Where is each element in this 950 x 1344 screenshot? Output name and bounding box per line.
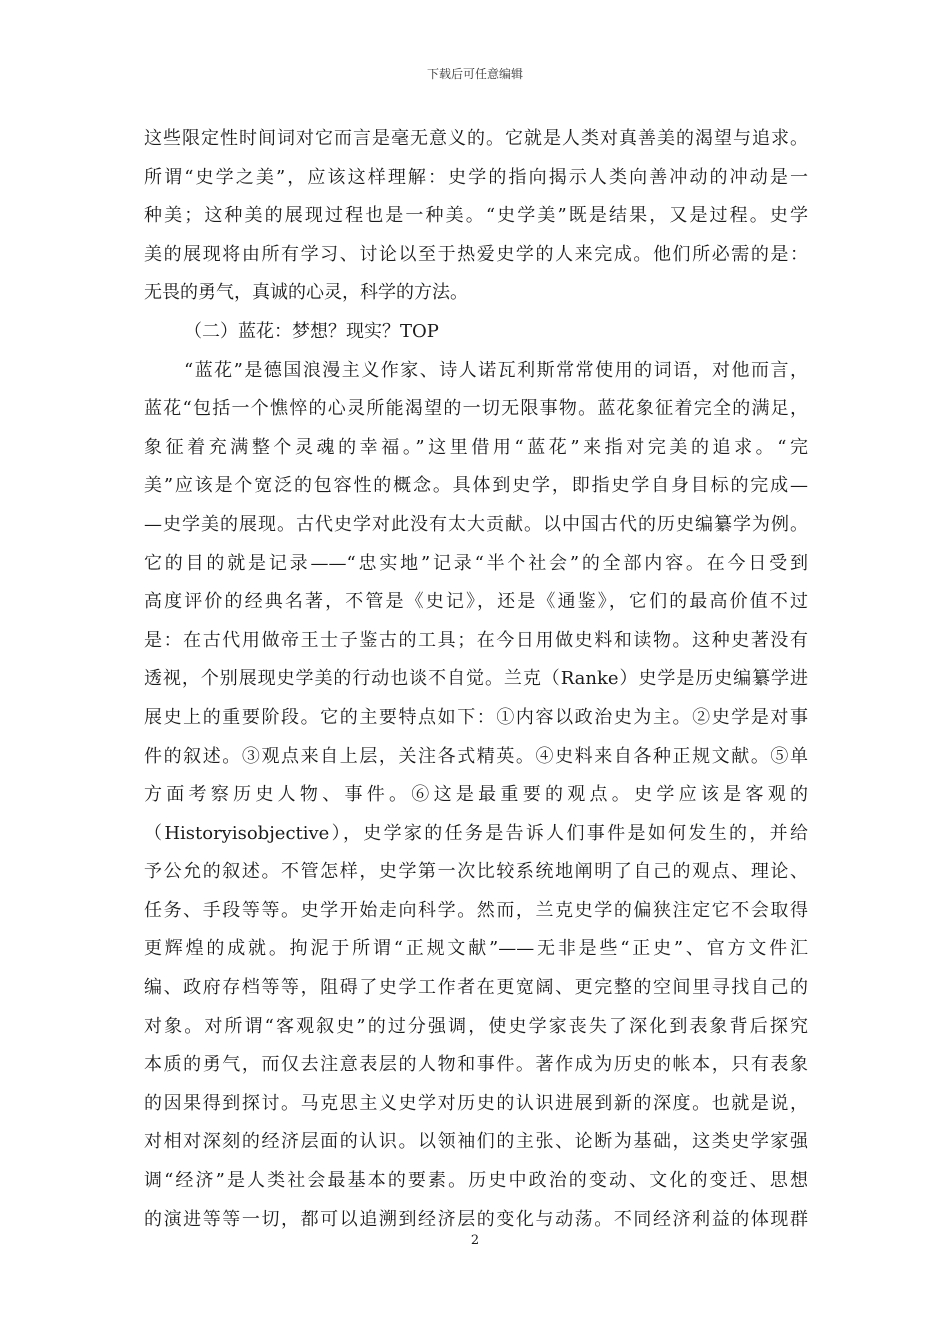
text-line: 调“经济”是人类社会最基本的要素。历史中政治的变动、文化的变迁、思想 [144, 1170, 808, 1192]
text-line: （Historyisobjective），史学家的任务是告诉人们事件是如何发生的，并给 [144, 822, 808, 844]
text-line: “蓝花”是德国浪漫主义作家、诗人诺瓦利斯常常使用的词语，对他而言， [184, 359, 808, 381]
text-line: 象征着充满整个灵魂的幸福。”这里借用“蓝花”来指对完美的追求。“完 [144, 436, 808, 458]
text-line: 予公允的叙述。不管怎样，史学第一次比较系统地阐明了自己的观点、理论、 [144, 861, 808, 883]
text-line: 更辉煌的成就。拘泥于所谓“正规文献”——无非是些“正史”、官方文件汇 [144, 938, 808, 960]
document-body [144, 120, 808, 1239]
text-line: 蓝花“包括一个憔悴的心灵所能渴望的一切无限事物。蓝花象征着完全的满足， [144, 398, 808, 420]
text-line: 无畏的勇气，真诚的心灵，科学的方法。 [144, 282, 468, 304]
text-line: 的因果得到探讨。马克思主义史学对历史的认识进展到新的深度。也就是说， [144, 1092, 808, 1114]
page-header: 下载后可任意编辑 [426, 67, 523, 81]
text-line: 展史上的重要阶段。它的主要特点如下：①内容以政治史为主。②史学是对事 [144, 706, 808, 728]
text-line: —史学美的展现。古代史学对此没有太大贡献。以中国古代的历史编纂学为例。 [144, 513, 808, 535]
text-line: 件的叙述。③观点来自上层，关注各式精英。④史料来自各种正规文献。⑤单 [144, 745, 808, 767]
text-line: 高度评价的经典名著，不管是《史记》，还是《通鉴》，它们的最高价值不过 [144, 591, 808, 613]
text-line: 透视，个别展现史学美的行动也谈不自觉。兰克（Ranke）史学是历史编纂学进 [144, 668, 808, 690]
text-line: 本质的勇气，而仅去注意表层的人物和事件。著作成为历史的帐本，只有表象 [144, 1054, 808, 1076]
text-line: 任务、手段等等。史学开始走向科学。然而，兰克史学的偏狭注定它不会取得 [144, 899, 808, 921]
text-line: 对相对深刻的经济层面的认识。以领袖们的主张、论断为基础，这类史学家强 [144, 1131, 808, 1153]
text-line: 的演进等等一切，都可以追溯到经济层的变化与动荡。不同经济利益的体现群 [144, 1208, 808, 1230]
text-line: 对象。对所谓“客观叙史”的过分强调，使史学家丧失了深化到表象背后探究 [144, 1015, 808, 1037]
text-line: 是：在古代用做帝王士子鉴古的工具；在今日用做史料和读物。这种史著没有 [144, 629, 808, 651]
text-line: 美的展现将由所有学习、讨论以至于热爱史学的人来完成。他们所必需的是： [144, 243, 808, 265]
text-line: 方面考察历史人物、事件。⑥这是最重要的观点。史学应该是客观的 [144, 784, 808, 806]
text-line: 种美；这种美的展现过程也是一种美。“史学美”既是结果，又是过程。史学 [144, 205, 808, 227]
text-line: 美”应该是个宽泛的包容性的概念。具体到史学，即指史学自身目标的完成— [144, 475, 808, 497]
text-line: 它的目的就是记录——“忠实地”记录“半个社会”的全部内容。在今日受到 [144, 552, 808, 574]
page-number: 2 [470, 1233, 480, 1248]
text-line: 编、政府存档等等，阻碍了史学工作者在更宽阔、更完整的空间里寻找自己的 [144, 977, 808, 999]
text-line: 所谓“史学之美”，应该这样理解：史学的指向揭示人类向善冲动的冲动是一 [144, 166, 808, 188]
section-heading: （二）蓝花：梦想？现实？TOP [184, 320, 439, 342]
text-line: 这些限定性时间词对它而言是毫无意义的。它就是人类对真善美的渴望与追求。 [144, 128, 808, 149]
